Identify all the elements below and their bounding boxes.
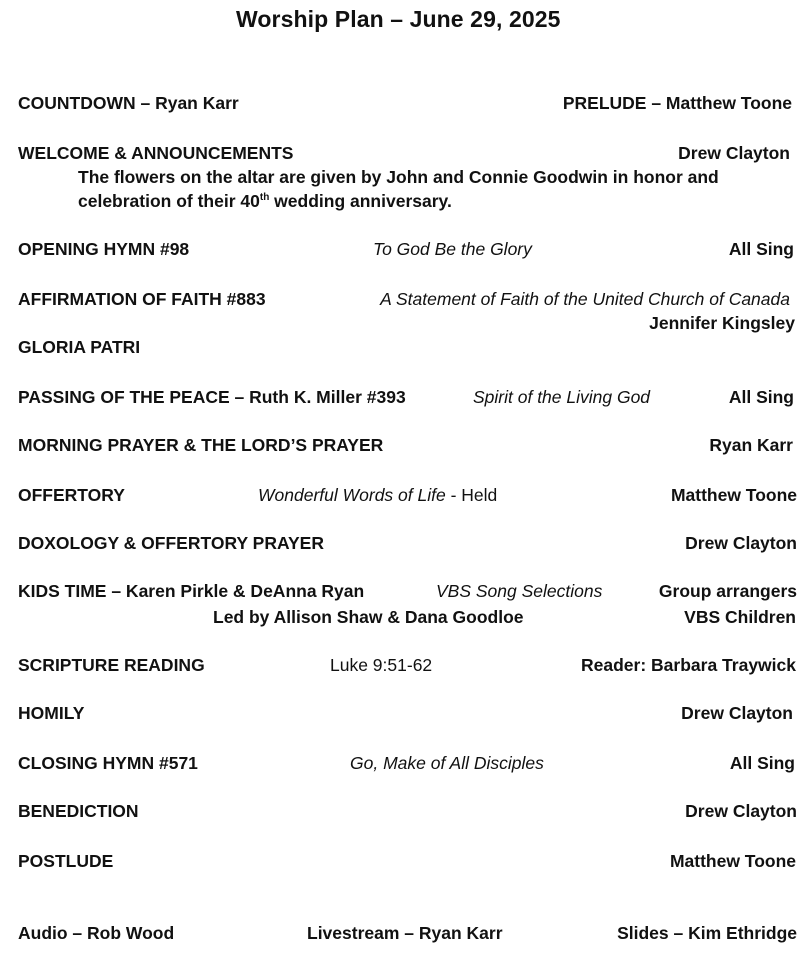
offertory-title: Wonderful Words of Life - Held bbox=[258, 485, 498, 505]
benediction-leader: Drew Clayton bbox=[685, 801, 797, 821]
page-title: Worship Plan – June 29, 2025 bbox=[236, 6, 561, 32]
doxology-leader: Drew Clayton bbox=[685, 533, 797, 553]
kids-time-leader2: VBS Children bbox=[684, 607, 796, 627]
opening-hymn-leader: All Sing bbox=[728, 239, 794, 259]
affirmation-leader: Jennifer Kingsley bbox=[649, 313, 795, 333]
scripture-reader: Reader: Barbara Traywick bbox=[581, 655, 796, 675]
morning-prayer-label: MORNING PRAYER & THE LORD’S PRAYER bbox=[18, 435, 384, 455]
kids-time-label: KIDS TIME – Karen Pirkle & DeAnna Ryan bbox=[18, 581, 365, 601]
footer-audio: Audio – Rob Wood bbox=[18, 923, 175, 943]
offertory-leader: Matthew Toone bbox=[670, 485, 797, 505]
closing-hymn-leader: All Sing bbox=[729, 753, 795, 773]
countdown-label: COUNTDOWN – Ryan Karr bbox=[18, 93, 239, 113]
doxology-label: DOXOLOGY & OFFERTORY PRAYER bbox=[18, 533, 324, 553]
morning-prayer-leader: Ryan Karr bbox=[709, 435, 793, 455]
flowers-note-line1: The flowers on the altar are given by John and Connie Goodwin in honor and bbox=[78, 167, 719, 187]
postlude-leader: Matthew Toone bbox=[669, 851, 796, 871]
footer-slides: Slides – Kim Ethridge bbox=[617, 923, 797, 943]
passing-peace-leader: All Sing bbox=[728, 387, 794, 407]
homily-label: HOMILY bbox=[18, 703, 85, 723]
kids-time-led-by: Led by Allison Shaw & Dana Goodloe bbox=[213, 607, 524, 627]
affirmation-title: A Statement of Faith of the United Church of Canada bbox=[380, 289, 790, 309]
closing-hymn-label: CLOSING HYMN #571 bbox=[18, 753, 198, 773]
footer-livestream: Livestream – Ryan Karr bbox=[307, 923, 503, 943]
kids-time-title: VBS Song Selections bbox=[436, 581, 603, 601]
passing-peace-label: PASSING OF THE PEACE – Ruth K. Miller #393 bbox=[18, 387, 406, 407]
closing-hymn-title: Go, Make of All Disciples bbox=[350, 753, 544, 773]
gloria-patri-label: GLORIA PATRI bbox=[18, 337, 141, 357]
affirmation-label: AFFIRMATION OF FAITH #883 bbox=[18, 289, 266, 309]
scripture-label: SCRIPTURE READING bbox=[18, 655, 205, 675]
prelude-label: PRELUDE – Matthew Toone bbox=[562, 93, 792, 113]
welcome-leader: Drew Clayton bbox=[678, 143, 790, 163]
postlude-label: POSTLUDE bbox=[18, 851, 114, 871]
passing-peace-title: Spirit of the Living God bbox=[473, 387, 651, 407]
benediction-label: BENEDICTION bbox=[18, 801, 139, 821]
kids-time-leader: Group arrangers bbox=[658, 581, 797, 601]
welcome-label: WELCOME & ANNOUNCEMENTS bbox=[18, 143, 294, 163]
opening-hymn-label: OPENING HYMN #98 bbox=[18, 239, 190, 259]
flowers-note-line2: celebration of their 40th wedding anniversary. bbox=[78, 191, 452, 211]
opening-hymn-title: To God Be the Glory bbox=[373, 239, 532, 259]
offertory-label: OFFERTORY bbox=[18, 485, 125, 505]
scripture-passage: Luke 9:51-62 bbox=[330, 655, 433, 675]
homily-leader: Drew Clayton bbox=[681, 703, 793, 723]
